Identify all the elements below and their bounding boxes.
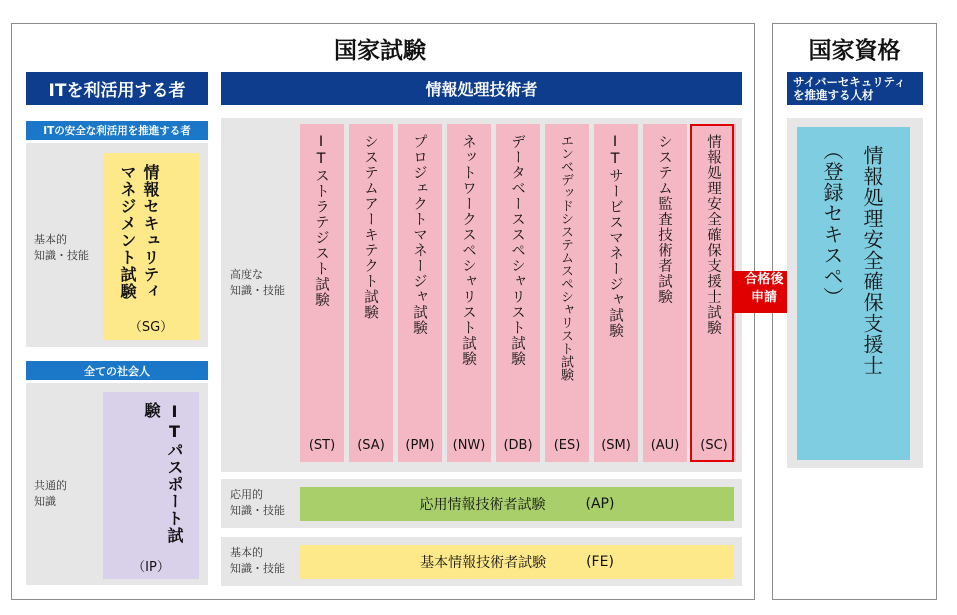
advanced-exam-name: ITストラテジスト試験 [313, 134, 329, 308]
qualification-subname: （登録セキスペ） [820, 140, 844, 308]
qualification-name: 情報処理安全確保支援士 [860, 145, 884, 376]
advanced-exam-code: (SM) [601, 438, 631, 453]
advanced-exam-name: プロジェクトマネージャ試験 [411, 134, 427, 336]
apply-after-pass-label: 合格後 申請 [744, 272, 784, 305]
fe-exam-name: 基本情報技術者試験 [420, 555, 547, 571]
national-exam-title: 国家試験 [334, 38, 426, 64]
sg-exam-code: （SG） [128, 320, 174, 335]
all-workers-header: 全ての社会人 [26, 361, 208, 380]
advanced-exam-name: エンベデッドシステムスペシャリスト試験 [558, 134, 573, 381]
basic-skill-label-left: 基本的 知識・技能 [34, 233, 89, 262]
applied-skill-label: 応用的 知識・技能 [230, 488, 285, 517]
sc-exam-highlight [690, 124, 734, 462]
ip-exam-code: （IP） [132, 560, 170, 575]
advanced-exam-code: (NW) [452, 438, 486, 453]
advanced-exam-code: (SA) [357, 438, 385, 453]
advanced-exam-code: (DB) [503, 438, 533, 453]
national-qualification-title: 国家資格 [808, 38, 901, 64]
advanced-exam-code: (AU) [650, 438, 680, 453]
ap-exam-bar [300, 487, 734, 521]
advanced-exam-code: (PM) [405, 438, 435, 453]
security-promoter-header: サイバーセキュリティ を推進する人材 [787, 72, 923, 105]
qualification-box [797, 127, 910, 460]
basic-skill-label-right: 基本的 知識・技能 [230, 546, 285, 575]
advanced-exam-name: ITサービスマネージャ試験 [607, 134, 623, 339]
advanced-exam-name: システム監査技術者試験 [656, 134, 672, 305]
ap-exam-code: (AP) [585, 496, 615, 512]
advanced-exam-name: システムアーキテクト試験 [362, 134, 378, 320]
advanced-exam-name: データベーススペシャリスト試験 [509, 134, 525, 367]
advanced-exam-name: ネットワークスペシャリスト試験 [460, 134, 476, 367]
ap-exam-name: 応用情報技術者試験 [419, 497, 546, 513]
fe-exam-code: (FE) [586, 554, 614, 570]
advanced-skill-label: 高度な 知識・技能 [230, 268, 285, 297]
advanced-exam-code: (SC) [700, 438, 728, 453]
it-engineers-header: 情報処理技術者 [221, 72, 742, 105]
ip-exam-name: ITパスポート試験 [142, 402, 184, 544]
advanced-exam-code: (ES) [553, 438, 581, 453]
common-knowledge-label: 共通的 知識 [34, 479, 67, 508]
advanced-exam-code: (ST) [308, 438, 336, 453]
advanced-exam-name: 情報処理安全確保支援士試験 [705, 134, 721, 336]
fe-exam-bar [300, 545, 734, 579]
sg-exam-name: 情報セキュリティマネジメント試験 [118, 164, 160, 300]
it-users-header: ITを利活用する者 [26, 72, 208, 105]
safe-use-header: ITの安全な利活用を推進する者 [26, 121, 208, 140]
